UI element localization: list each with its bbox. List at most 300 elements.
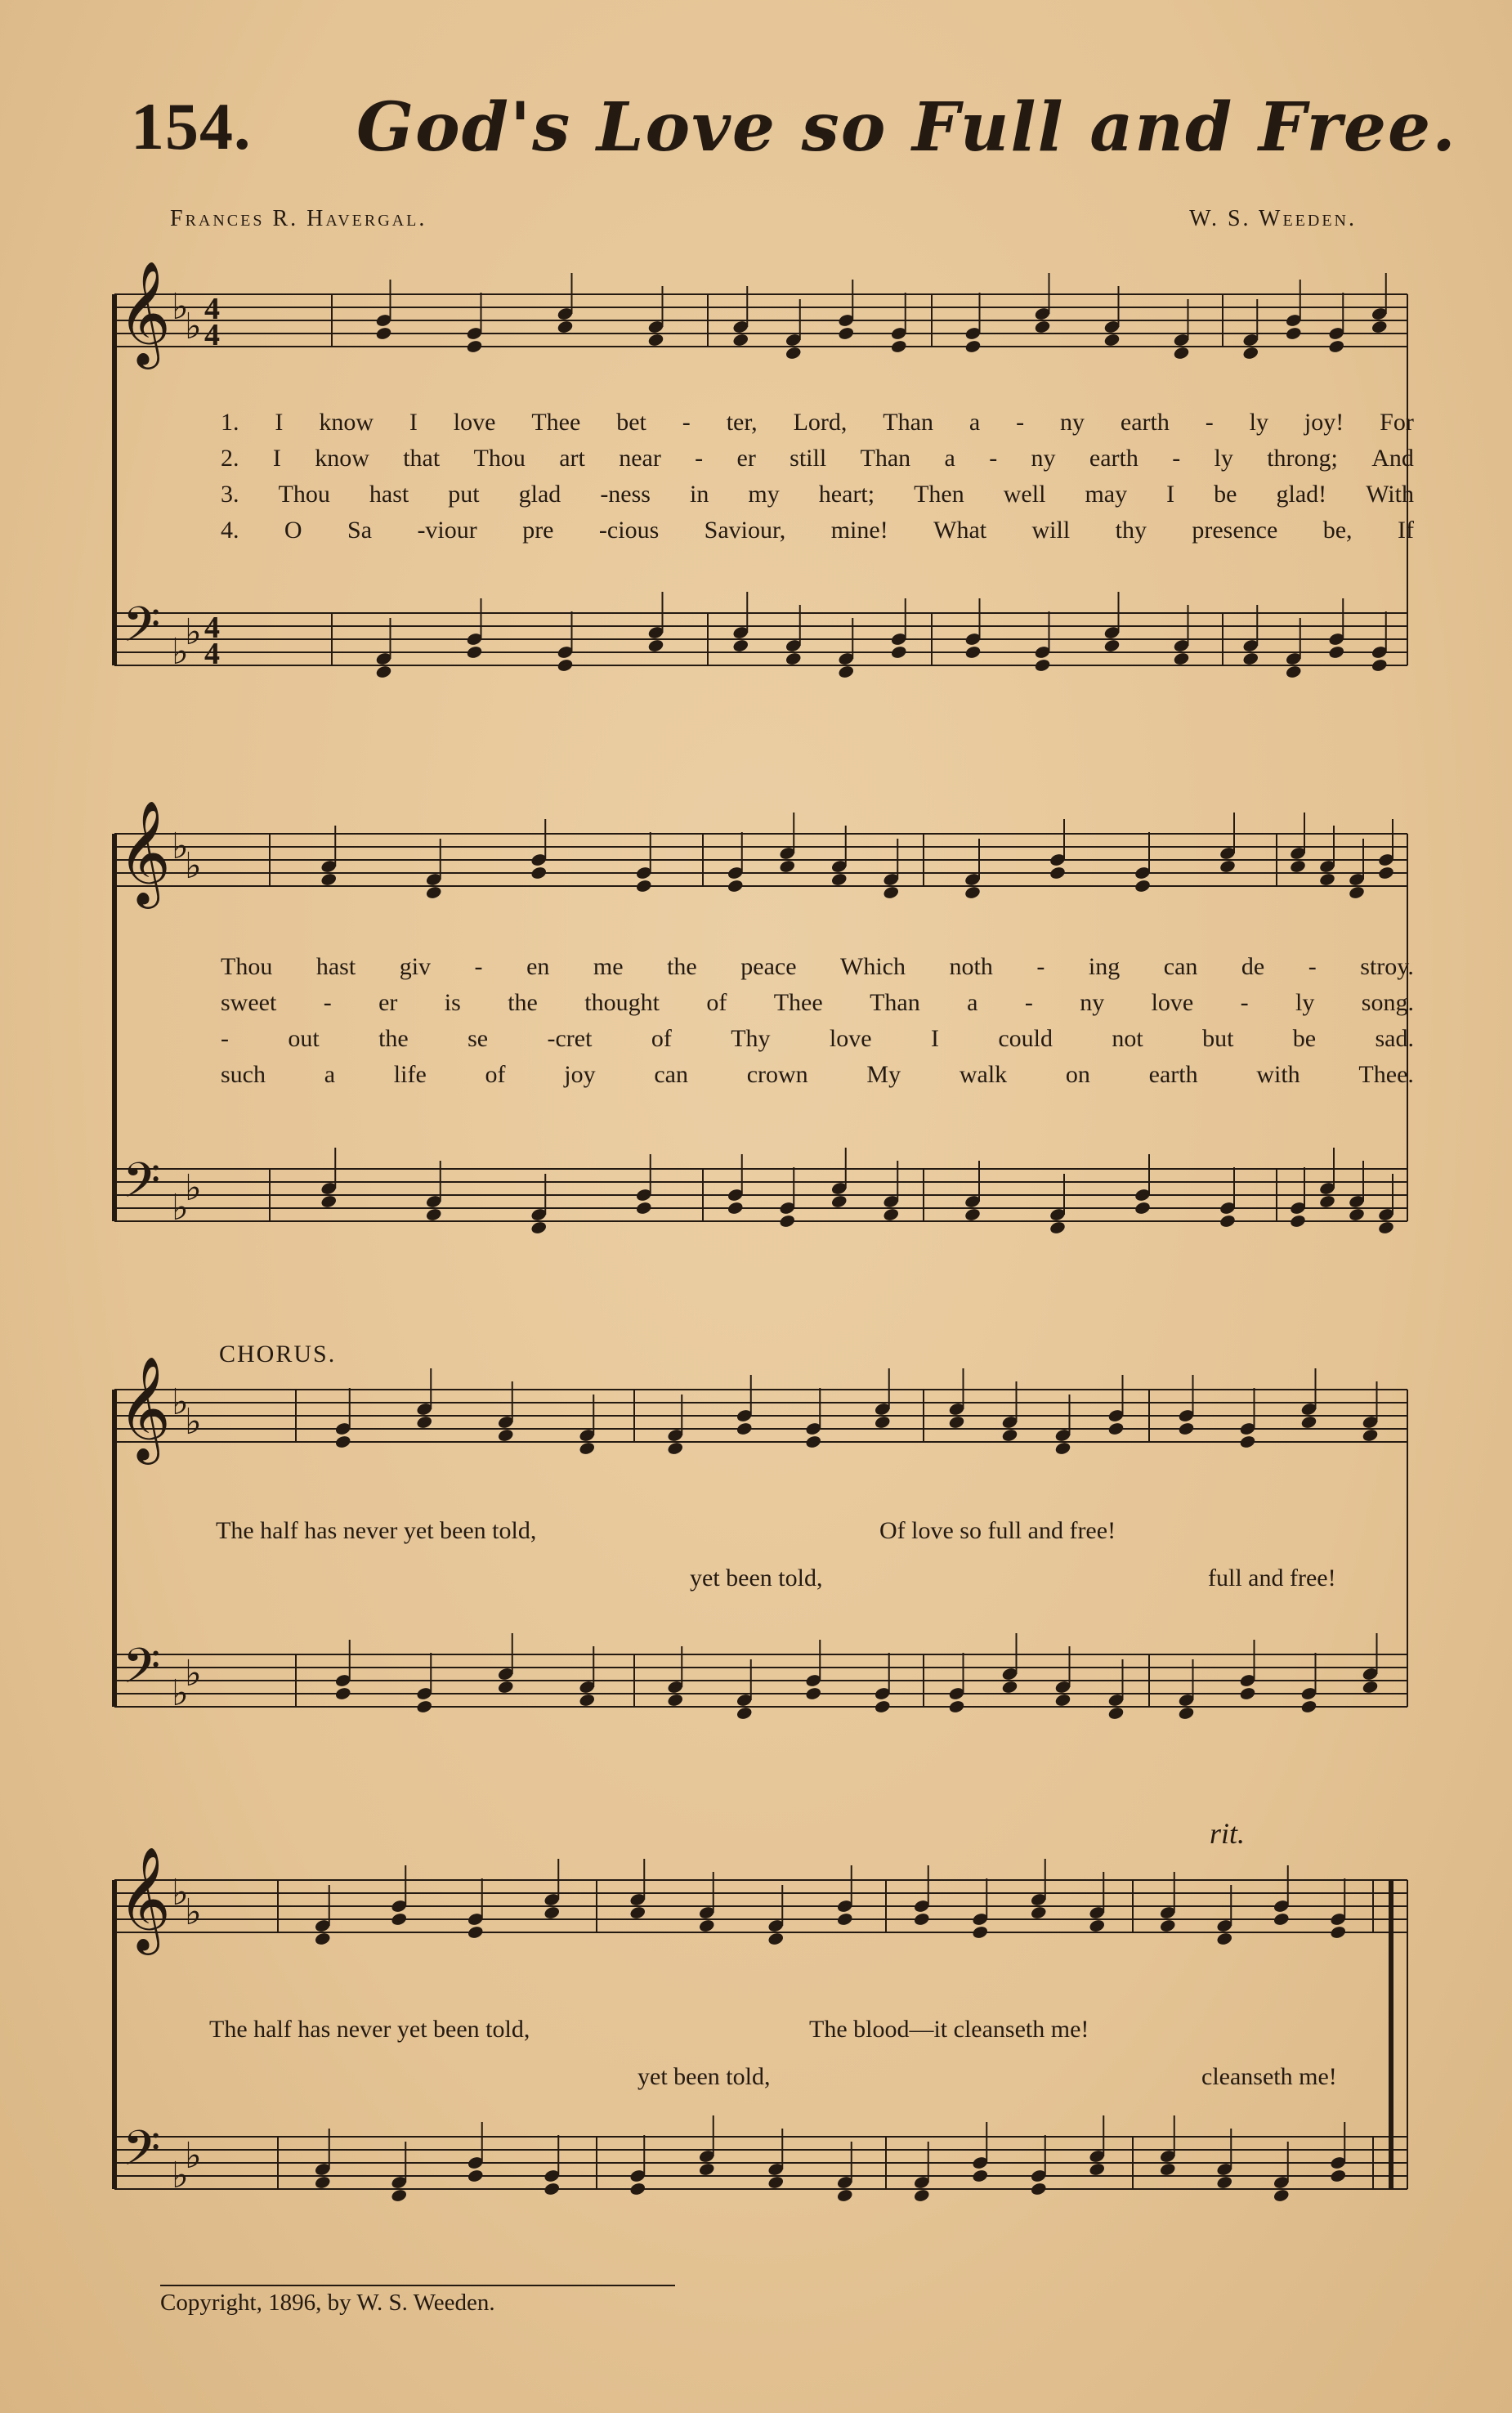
note-head <box>1348 1207 1365 1222</box>
note-head <box>667 1441 684 1456</box>
note-head <box>698 2162 715 2177</box>
lyric-line <box>221 445 1414 472</box>
lyric-syllable: I <box>275 409 284 436</box>
chorus-echo-1a: yet been told, <box>690 1565 823 1592</box>
note-head <box>1289 1214 1306 1229</box>
flat-icon: ♭ <box>172 1672 189 1714</box>
flat-icon: ♭ <box>185 845 202 887</box>
lyric-syllable: With <box>1366 481 1414 508</box>
note-head <box>1242 651 1259 666</box>
note-head <box>1107 1421 1125 1436</box>
note-head <box>1219 1214 1236 1229</box>
lyric-line <box>221 953 1414 981</box>
note-head <box>767 2175 785 2190</box>
lyric-syllable: be <box>1292 1025 1317 1052</box>
lyric-syllable: I <box>409 409 418 436</box>
note-head <box>579 1693 596 1708</box>
note-head <box>1134 879 1151 893</box>
note-head <box>836 2188 853 2203</box>
note-head <box>1377 866 1394 880</box>
lyric-syllable: thy <box>1115 517 1147 544</box>
note-head <box>1239 1435 1256 1449</box>
note-head <box>1371 658 1388 673</box>
lyric-syllable: the <box>667 953 697 980</box>
lyric-line <box>221 1025 1414 1053</box>
note-head <box>698 1918 715 1933</box>
lyric-syllable: Thou <box>278 481 330 508</box>
lyric-syllable: earth <box>1120 409 1170 436</box>
flat-icon: ♭ <box>172 2155 189 2196</box>
lyric-syllable: - <box>695 445 704 472</box>
lyric-syllable: is <box>444 989 461 1016</box>
note-head <box>497 1428 514 1443</box>
note-head <box>1285 326 1302 341</box>
note-head <box>727 879 744 893</box>
lyric-syllable: a <box>944 445 955 472</box>
lyric-line <box>221 1061 1414 1089</box>
note-head <box>874 1699 891 1714</box>
chorus-echo-1b: full and free! <box>1208 1565 1336 1592</box>
lyric-syllable: song. <box>1361 989 1414 1016</box>
lyric-line <box>221 409 1414 436</box>
lyric-syllable: of <box>706 989 727 1016</box>
note-head <box>805 1686 822 1701</box>
lyric-syllable: glad <box>518 481 561 508</box>
lyric-syllable: er <box>736 445 756 472</box>
lyric-syllable: me <box>593 953 624 980</box>
lyric-syllable: crown <box>746 1061 808 1088</box>
lyric-syllable: love <box>1151 989 1194 1016</box>
lyric-syllable: For <box>1380 409 1414 436</box>
note-head <box>391 1912 408 1927</box>
lyric-syllable: such <box>221 1061 266 1088</box>
note-head <box>1173 346 1190 360</box>
composer-credit: W. S. Weeden. <box>1189 206 1357 231</box>
flat-icon: ♭ <box>172 286 189 328</box>
lyric-syllable: - <box>1016 409 1025 436</box>
note-head <box>732 638 749 653</box>
lyric-syllable: If <box>1397 517 1414 544</box>
lyric-syllable: de <box>1241 953 1265 980</box>
lyric-syllable: My <box>866 1061 901 1088</box>
lyric-syllable: Thy <box>731 1025 771 1052</box>
note-head <box>530 1220 548 1235</box>
bass-clef-icon: 𝄢 <box>123 1152 161 1220</box>
lyric-syllable: 2. <box>221 445 239 472</box>
note-head <box>1328 645 1345 660</box>
note-head <box>629 1905 646 1920</box>
lyric-syllable: ly <box>1249 409 1269 436</box>
note-head <box>557 658 574 673</box>
chorus-line-1b: Of love so full and free! <box>879 1517 1116 1544</box>
lyric-syllable: - <box>323 989 332 1016</box>
lyric-syllable: will <box>1031 517 1071 544</box>
bass-clef-icon: 𝄢 <box>123 596 161 665</box>
flat-icon: ♭ <box>172 1872 189 1914</box>
lyric-syllable: hast <box>369 481 409 508</box>
lyric-syllable: presence <box>1192 517 1278 544</box>
note-head <box>530 866 548 880</box>
flat-icon: ♭ <box>172 826 189 867</box>
time-signature: 4 <box>204 637 220 671</box>
lyric-syllable: that <box>403 445 441 472</box>
note-head <box>1348 885 1365 900</box>
note-head <box>334 1686 351 1701</box>
lyric-syllable: stroy. <box>1360 953 1414 980</box>
lyric-syllable: - <box>474 953 483 980</box>
note-head <box>1001 1680 1018 1694</box>
note-head <box>1328 339 1345 354</box>
note-head <box>964 885 981 900</box>
note-head <box>1089 2162 1106 2177</box>
lyric-syllable: ny <box>1059 409 1085 436</box>
time-signature: 4 <box>204 292 220 326</box>
lyric-syllable: life <box>393 1061 427 1088</box>
lyric-syllable: earth <box>1089 445 1138 472</box>
lyric-syllable: Than <box>860 445 911 472</box>
note-head <box>375 665 392 679</box>
note-head <box>466 645 483 660</box>
lyric-syllable: thought <box>584 989 660 1016</box>
flat-icon: ♭ <box>185 1401 202 1443</box>
note-head <box>416 1415 433 1430</box>
lyric-syllable: but <box>1202 1025 1234 1052</box>
lyric-syllable: I <box>272 445 281 472</box>
note-head <box>1371 320 1388 334</box>
note-head <box>425 885 442 900</box>
note-head <box>830 872 848 887</box>
lyric-syllable: of <box>651 1025 672 1052</box>
lyric-syllable: - <box>1205 409 1214 436</box>
chorus-label: CHORUS. <box>219 1341 337 1368</box>
note-head <box>416 1699 433 1714</box>
note-head <box>334 1435 351 1449</box>
note-head <box>1034 658 1051 673</box>
copyright-notice: Copyright, 1896, by W. S. Weeden. <box>160 2285 675 2317</box>
lyric-syllable: Thou <box>221 953 273 980</box>
note-head <box>1362 1428 1379 1443</box>
lyric-syllable: on <box>1065 1061 1090 1088</box>
note-head <box>805 1435 822 1449</box>
flat-icon: ♭ <box>172 631 189 673</box>
note-head <box>1159 1918 1176 1933</box>
hymn-number: 154. <box>131 89 252 163</box>
lyric-syllable: - <box>1240 989 1249 1016</box>
note-head <box>629 2182 646 2196</box>
lyric-syllable: the <box>378 1025 409 1052</box>
note-head <box>1030 2182 1047 2196</box>
note-head <box>736 1421 753 1436</box>
note-head <box>1330 1925 1347 1940</box>
lyric-syllable: joy <box>564 1061 596 1088</box>
note-head <box>1239 1686 1256 1701</box>
note-head <box>883 885 900 900</box>
note-head <box>1242 346 1259 360</box>
lyric-syllable: a <box>967 989 978 1016</box>
lyric-syllable: the <box>508 989 538 1016</box>
lyric-syllable: -ness <box>600 481 651 508</box>
note-head <box>467 1925 484 1940</box>
note-head <box>1054 1693 1071 1708</box>
lyric-syllable: know <box>319 409 374 436</box>
note-head <box>557 320 574 334</box>
lyric-syllable: earth <box>1148 1061 1198 1088</box>
note-head <box>1216 1932 1233 1946</box>
note-head <box>913 1912 930 1927</box>
note-head <box>767 1932 785 1946</box>
lyric-syllable: love <box>453 409 496 436</box>
chorus-echo-2b: cleanseth me! <box>1201 2063 1337 2090</box>
note-head <box>467 2169 484 2183</box>
lyric-syllable: mine! <box>830 517 888 544</box>
note-head <box>314 1932 331 1946</box>
lyric-line <box>221 989 1414 1017</box>
lyric-syllable: my <box>748 481 780 508</box>
note-head <box>1103 333 1121 347</box>
lyric-syllable: bet <box>616 409 646 436</box>
note-head <box>320 1194 338 1209</box>
lyric-syllable: - <box>221 1025 229 1052</box>
lyric-syllable: a <box>968 409 981 436</box>
note-head <box>1001 1428 1018 1443</box>
note-head <box>1054 1441 1071 1456</box>
note-head <box>1362 1680 1379 1694</box>
flat-icon: ♭ <box>185 306 202 347</box>
lyric-syllable: with <box>1256 1061 1300 1088</box>
lyric-line <box>221 517 1414 544</box>
lyric-syllable: be <box>1214 481 1237 508</box>
flat-icon: ♭ <box>185 1891 202 1933</box>
lyric-syllable: Than <box>870 989 920 1016</box>
lyric-syllable: -cious <box>598 517 660 544</box>
chorus-line-1a: The half has never yet been told, <box>216 1517 537 1544</box>
note-head <box>1134 1201 1151 1215</box>
lyric-syllable: - <box>1308 953 1317 980</box>
lyric-syllable: giv <box>399 953 432 980</box>
lyric-syllable: ny <box>1080 989 1105 1016</box>
note-head <box>425 1207 442 1222</box>
note-head <box>647 333 664 347</box>
note-head <box>466 339 483 354</box>
note-head <box>1159 2162 1176 2177</box>
note-head <box>544 1905 561 1920</box>
note-head <box>1273 2188 1290 2203</box>
note-head <box>1089 1918 1106 1933</box>
lyric-syllable: ly <box>1295 989 1315 1016</box>
note-head <box>785 346 802 360</box>
lyric-syllable: know <box>315 445 369 472</box>
hymn-title: God's Love so Full and Free. <box>356 88 1457 167</box>
lyric-syllable: - <box>989 445 998 472</box>
lyric-syllable: ter, <box>726 409 758 436</box>
lyric-syllable: put <box>448 481 480 508</box>
note-head <box>913 2188 930 2203</box>
lyric-syllable: ly <box>1214 445 1233 472</box>
note-head <box>1300 1415 1317 1430</box>
note-head <box>964 645 982 660</box>
note-head <box>1103 638 1121 653</box>
note-head <box>838 326 855 341</box>
lyric-syllable: Sa <box>347 517 373 544</box>
note-head <box>890 645 907 660</box>
treble-clef-icon: 𝄞 <box>118 1355 172 1460</box>
lyric-syllable: sad. <box>1375 1025 1414 1052</box>
note-head <box>830 1194 848 1209</box>
lyric-syllable: - <box>1172 445 1181 472</box>
lyric-syllable: Thee <box>773 989 823 1016</box>
bass-clef-icon: 𝄢 <box>123 2120 161 2188</box>
note-head <box>667 1693 684 1708</box>
lyric-syllable: - <box>682 409 691 436</box>
treble-clef-icon: 𝄞 <box>118 260 172 365</box>
ritardando-marking: rit. <box>1210 1817 1246 1850</box>
note-head <box>948 1415 965 1430</box>
note-head <box>883 1207 900 1222</box>
lyric-syllable: Lord, <box>793 409 848 436</box>
lyric-syllable: I <box>1166 481 1175 508</box>
note-head <box>874 1415 891 1430</box>
time-signature: 4 <box>204 318 220 352</box>
note-head <box>785 651 802 666</box>
note-head <box>1178 1421 1195 1436</box>
note-head <box>1178 1706 1195 1721</box>
note-head <box>964 1207 981 1222</box>
note-head <box>1216 2175 1233 2190</box>
lyric-syllable: in <box>690 481 709 508</box>
lyric-syllable: throng; <box>1267 445 1338 472</box>
note-head <box>972 1925 989 1940</box>
lyric-syllable: se <box>467 1025 489 1052</box>
note-head <box>497 1680 514 1694</box>
lyric-syllable: 3. <box>221 481 239 508</box>
note-head <box>375 326 392 341</box>
note-head <box>391 2188 408 2203</box>
lyric-syllable: of <box>485 1061 506 1088</box>
flat-icon: ♭ <box>172 1187 189 1229</box>
lyric-syllable: art <box>559 445 585 472</box>
lyric-syllable: Saviour, <box>704 517 786 544</box>
lyric-syllable: 4. <box>221 517 239 544</box>
lyric-syllable: noth <box>949 953 993 980</box>
lyric-syllable: still <box>790 445 827 472</box>
chorus-echo-2a: yet been told, <box>637 2063 771 2090</box>
note-head <box>1049 1220 1066 1235</box>
note-head <box>314 2175 331 2190</box>
lyric-syllable: en <box>526 953 550 980</box>
note-head <box>779 859 796 874</box>
note-head <box>544 2182 561 2196</box>
lyric-syllable: And <box>1371 445 1414 472</box>
time-signature: 4 <box>204 611 220 645</box>
note-head <box>1034 320 1051 334</box>
note-head <box>836 1912 853 1927</box>
note-head <box>727 1201 744 1215</box>
note-head <box>1030 1905 1047 1920</box>
lyric-syllable: - <box>1024 989 1033 1016</box>
lyric-syllable: - <box>1036 953 1045 980</box>
lyric-syllable: not <box>1112 1025 1143 1052</box>
lyric-syllable: a <box>324 1061 336 1088</box>
note-head <box>972 2169 989 2183</box>
lyric-syllable: Thee <box>531 409 581 436</box>
lyric-syllable: joy! <box>1304 409 1344 436</box>
lyric-syllable: What <box>933 517 987 544</box>
lyric-syllable: well <box>1003 481 1046 508</box>
lyric-syllable: peace <box>740 953 797 980</box>
lyric-syllable: ny <box>1031 445 1056 472</box>
flat-icon: ♭ <box>185 611 202 653</box>
note-head <box>579 1441 596 1456</box>
lyric-syllable: glad! <box>1276 481 1327 508</box>
note-head <box>1285 665 1302 679</box>
note-head <box>964 339 982 354</box>
note-head <box>1318 1194 1335 1209</box>
treble-clef-icon: 𝄞 <box>118 799 172 904</box>
chorus-line-2a: The half has never yet been told, <box>209 2016 530 2043</box>
lyric-syllable: could <box>998 1025 1053 1052</box>
note-head <box>1273 1912 1290 1927</box>
note-head <box>1173 651 1190 666</box>
lyric-syllable: may <box>1085 481 1128 508</box>
note-head <box>1289 859 1306 874</box>
note-head <box>320 872 338 887</box>
chorus-line-2b: The blood—it cleanseth me! <box>809 2016 1089 2043</box>
lyric-syllable: can <box>654 1061 688 1088</box>
note-head <box>635 1201 652 1215</box>
lyric-syllable: Than <box>883 409 933 436</box>
lyric-syllable: 1. <box>221 409 239 436</box>
note-head <box>890 339 907 354</box>
flat-icon: ♭ <box>185 1167 202 1209</box>
treble-clef-icon: 𝄞 <box>118 1846 172 1950</box>
lyric-syllable: heart; <box>818 481 875 508</box>
lyric-syllable: -cret <box>547 1025 593 1052</box>
lyricist-credit: Frances R. Havergal. <box>170 206 427 231</box>
note-head <box>1300 1699 1317 1714</box>
note-head <box>736 1706 753 1721</box>
lyric-syllable: -viour <box>417 517 477 544</box>
lyric-syllable: hast <box>315 953 356 980</box>
flat-icon: ♭ <box>172 1381 189 1423</box>
bass-clef-icon: 𝄢 <box>123 1637 161 1706</box>
lyric-syllable: O <box>284 517 302 544</box>
note-head <box>732 333 749 347</box>
lyric-syllable: Thou <box>473 445 526 472</box>
flat-icon: ♭ <box>185 2135 202 2177</box>
lyric-syllable: walk <box>959 1061 1008 1088</box>
lyric-syllable: Then <box>914 481 964 508</box>
lyric-syllable: out <box>288 1025 320 1052</box>
lyric-syllable: Thee. <box>1358 1061 1414 1088</box>
lyric-syllable: er <box>378 989 398 1016</box>
flat-icon: ♭ <box>185 1653 202 1694</box>
lyric-syllable: ing <box>1088 953 1121 980</box>
lyric-syllable: near <box>619 445 661 472</box>
lyric-syllable: Which <box>840 953 906 980</box>
lyric-syllable: be, <box>1322 517 1353 544</box>
lyric-syllable: sweet <box>221 989 277 1016</box>
note-head <box>1318 872 1335 887</box>
note-head <box>948 1699 965 1714</box>
note-head <box>1330 2169 1347 2183</box>
note-head <box>838 665 855 679</box>
lyric-syllable: pre <box>522 517 554 544</box>
lyric-line <box>221 481 1414 508</box>
note-head <box>635 879 652 893</box>
lyric-syllable: I <box>930 1025 939 1052</box>
note-head <box>779 1214 796 1229</box>
lyric-syllable: can <box>1163 953 1198 980</box>
